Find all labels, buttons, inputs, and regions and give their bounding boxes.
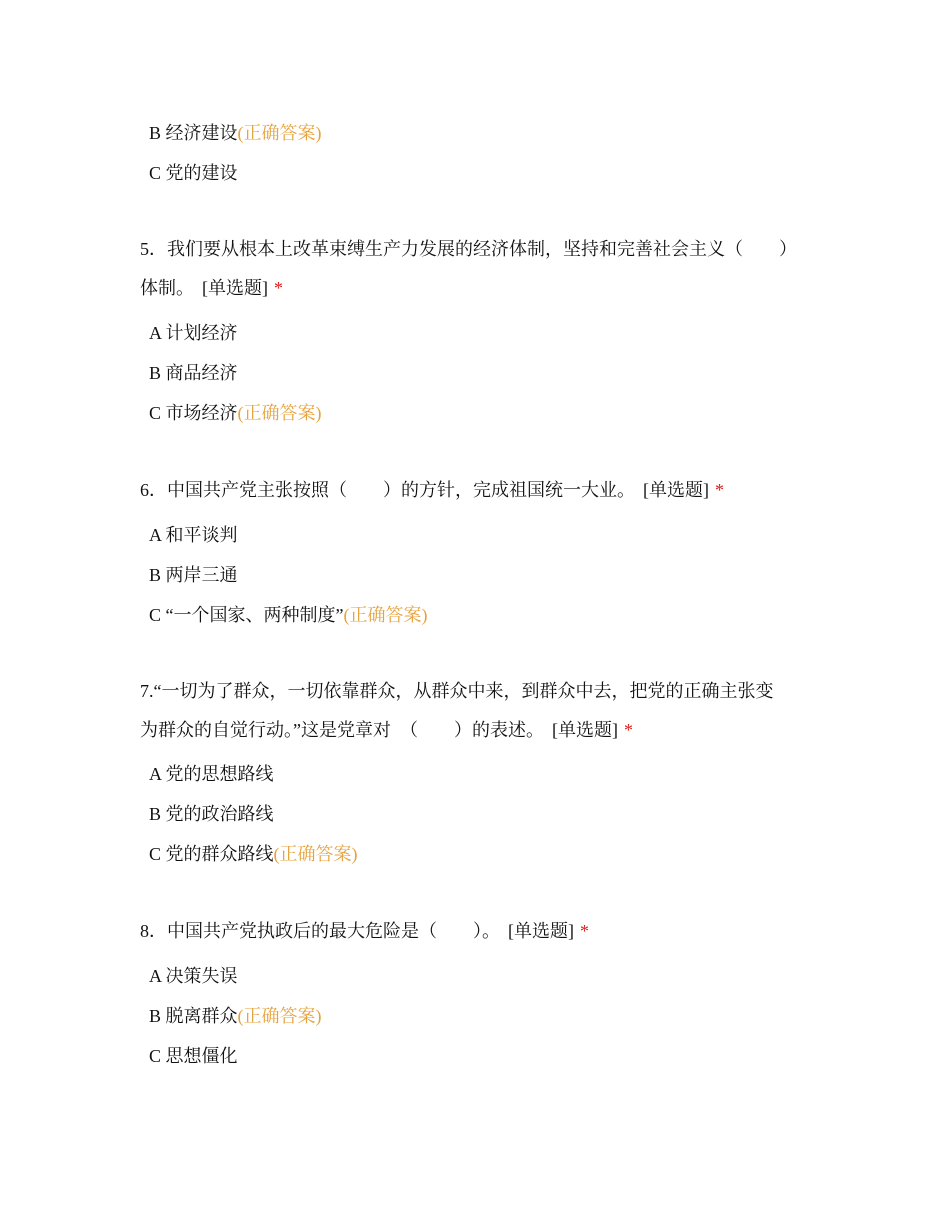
option-letter: C <box>149 1046 162 1066</box>
correct-answer-label: (正确答案) <box>237 123 322 143</box>
option-text: “一个国家、两种制度” <box>165 605 344 625</box>
q7-stem-line2 <box>140 718 810 742</box>
option-text: 和平谈判 <box>165 525 238 545</box>
required-mark: * <box>274 278 283 298</box>
q7-option-c <box>149 842 358 866</box>
q6-stem-line1 <box>140 478 810 502</box>
q5-stem-line2 <box>140 276 810 300</box>
option-text: 市场经济 <box>165 403 238 423</box>
option-text: 商品经济 <box>165 363 238 383</box>
question-text: 体制。 <box>140 278 194 298</box>
question-type-tag: [单选题] <box>643 480 709 500</box>
required-mark: * <box>624 720 633 740</box>
option-text: 两岸三通 <box>165 565 238 585</box>
question-text: 8．中国共产党执政后的最大危险是（ ）。 <box>140 921 500 941</box>
question-text: 为群众的自觉行动。”这是党章对 （ ）的表述。 <box>140 720 544 740</box>
option-letter: A <box>149 525 162 545</box>
correct-answer-label: (正确答案) <box>237 1006 322 1026</box>
q8-option-b <box>149 1004 322 1028</box>
question-text: 6．中国共产党主张按照（ ）的方针，完成祖国统一大业。 <box>140 480 635 500</box>
option-text: 脱离群众 <box>165 1006 238 1026</box>
correct-answer-label: (正确答案) <box>343 605 428 625</box>
option-text: 决策失误 <box>165 966 238 986</box>
required-mark: * <box>580 921 589 941</box>
question-type-tag: [单选题] <box>202 278 268 298</box>
option-text: 党的建设 <box>165 163 238 183</box>
option-letter: B <box>149 565 162 585</box>
option-text: 经济建设 <box>165 123 238 143</box>
option-letter: A <box>149 764 162 784</box>
question-type-tag: [单选题] <box>508 921 574 941</box>
q6-option-b <box>149 563 238 587</box>
option-text: 党的政治路线 <box>165 804 274 824</box>
option-text: 党的群众路线 <box>165 844 274 864</box>
q5-option-a <box>149 321 238 345</box>
q5-option-b <box>149 361 238 385</box>
q5-stem-line1: 5．我们要从根本上改革束缚生产力发展的经济体制，坚持和完善社会主义（ ） <box>140 239 797 259</box>
q5-option-c <box>149 401 322 425</box>
q7-option-a <box>149 762 274 786</box>
option-letter: C <box>149 403 162 423</box>
q4-option-b <box>149 121 322 145</box>
q6-option-a <box>149 523 238 547</box>
option-text: 思想僵化 <box>165 1046 238 1066</box>
option-letter: C <box>149 844 162 864</box>
q7-stem-line1: 7.“一切为了群众，一切依靠群众，从群众中来，到群众中去，把党的正确主张变 <box>140 681 774 701</box>
option-letter: C <box>149 163 162 183</box>
option-letter: B <box>149 363 162 383</box>
q4-option-c <box>149 161 238 185</box>
option-letter: A <box>149 966 162 986</box>
q8-option-a <box>149 964 238 988</box>
question-type-tag: [单选题] <box>552 720 618 740</box>
q8-stem-line1 <box>140 919 810 943</box>
correct-answer-label: (正确答案) <box>237 403 322 423</box>
option-letter: C <box>149 605 162 625</box>
option-letter: A <box>149 323 162 343</box>
q8-option-c <box>149 1044 238 1068</box>
option-letter: B <box>149 1006 162 1026</box>
correct-answer-label: (正确答案) <box>273 844 358 864</box>
option-letter: B <box>149 804 162 824</box>
q7-option-b <box>149 802 274 826</box>
option-text: 计划经济 <box>165 323 238 343</box>
q6-option-c <box>149 603 428 627</box>
option-text: 党的思想路线 <box>165 764 274 784</box>
required-mark: * <box>715 480 724 500</box>
option-letter: B <box>149 123 162 143</box>
